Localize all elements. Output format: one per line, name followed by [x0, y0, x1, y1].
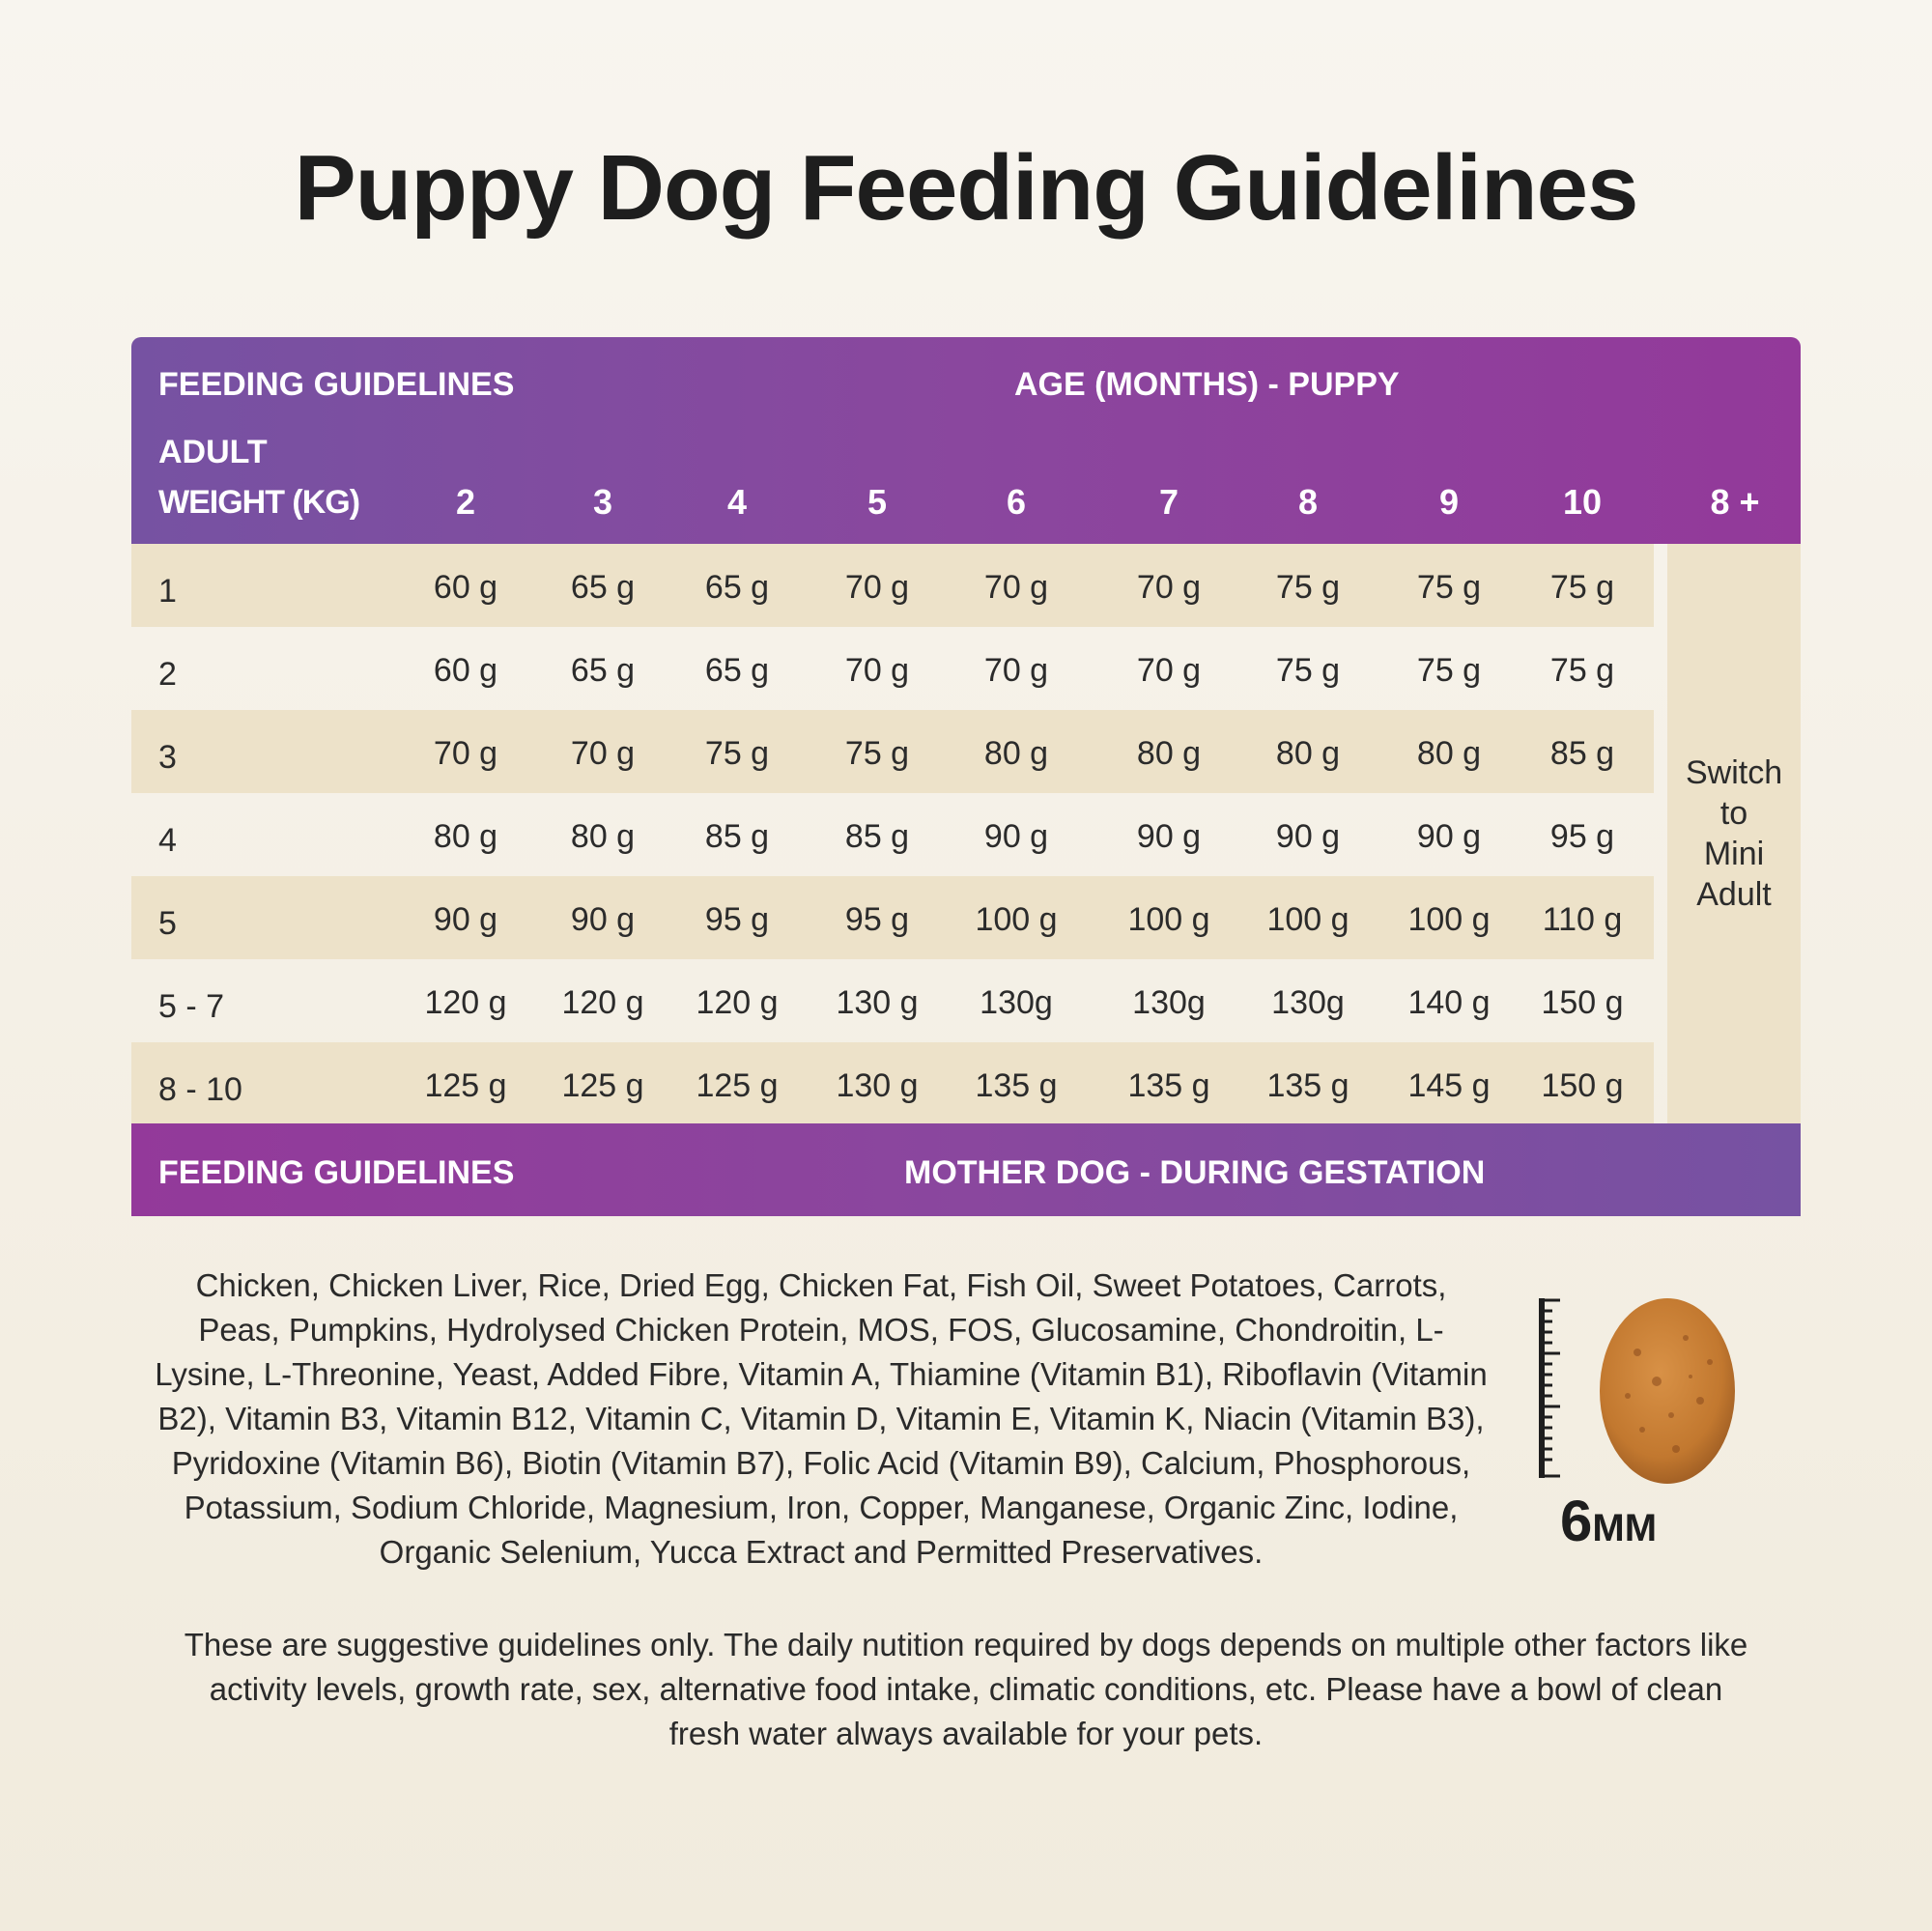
- value-cell: 75 g: [1416, 569, 1482, 606]
- footer-feeding-guidelines: FEEDING GUIDELINES: [158, 1154, 515, 1191]
- value-cell: 70 g: [570, 735, 636, 772]
- header-adult: ADULT: [158, 434, 268, 470]
- kibble-size-ruler-icon: [1531, 1294, 1753, 1488]
- value-cell: 90 g: [1275, 818, 1341, 855]
- value-cell: 150 g: [1541, 984, 1624, 1021]
- age-col-8: 8: [1297, 482, 1319, 522]
- table-row: [131, 627, 1654, 710]
- table-row: [131, 959, 1654, 1042]
- age-col-3: 3: [592, 482, 613, 522]
- value-cell: 70 g: [1136, 569, 1202, 606]
- value-cell: 75 g: [844, 735, 910, 772]
- value-cell: 65 g: [704, 569, 770, 606]
- value-cell: 95 g: [704, 901, 770, 938]
- table-row: [131, 793, 1654, 876]
- age-col-7: 7: [1158, 482, 1179, 522]
- age-col-9: 9: [1438, 482, 1460, 522]
- weight-cell: 2: [158, 656, 177, 693]
- value-cell: 120 g: [696, 984, 779, 1021]
- value-cell: 70 g: [983, 652, 1049, 689]
- value-cell: 145 g: [1407, 1067, 1491, 1104]
- table-body: [131, 544, 1801, 1123]
- value-cell: 125 g: [424, 1067, 507, 1104]
- value-cell: 100 g: [1407, 901, 1491, 938]
- value-cell: 65 g: [570, 569, 636, 606]
- ingredients-text: Chicken, Chicken Liver, Rice, Dried Egg, Chicken Fat, Fish Oil, Sweet Potatoes, Carrots, Peas, Pumpkins, Hydrolysed Chicken Protein, MOS, FOS, Glucosamine, Chondroitin, L-Lysine, L-Threonine, Yeast, Added Fibre, Vitamin A, Thiamine (Vitamin B1), Riboflavin (Vitamin B2), Vitamin B3, Vitamin B12, Vitamin C, Vitamin D, Vitamin E, Vitamin K, Niacin (Vitamin B3), Pyridoxine (Vitamin B6), Biotin (Vitamin B7), Folic Acid (Vitamin B9), Calcium, Phosphorous, Potassium, Sodium Chloride, Magnesium, Iron, Copper, Manganese, Organic Zinc, Iodine, Organic Selenium, Yucca Extract and Permitted Preservatives.: [155, 1267, 1488, 1570]
- value-cell: 85 g: [1549, 735, 1615, 772]
- value-cell: 135 g: [1127, 1067, 1210, 1104]
- age-col-10: 10: [1562, 482, 1603, 522]
- header-age-months: AGE (MONTHS) - PUPPY: [1014, 366, 1400, 403]
- value-cell: 75 g: [704, 735, 770, 772]
- age-col-6: 6: [1006, 482, 1027, 522]
- value-cell: 130g: [1132, 984, 1206, 1021]
- value-cell: 75 g: [1275, 652, 1341, 689]
- weight-cell: 5: [158, 905, 177, 942]
- kibble-size-label: [1560, 1488, 1657, 1554]
- table-row: [131, 544, 1654, 627]
- age-col-2: 2: [455, 482, 476, 522]
- value-cell: 120 g: [561, 984, 644, 1021]
- value-cell: 60 g: [433, 569, 498, 606]
- value-cell: 80 g: [1416, 735, 1482, 772]
- value-cell: 130 g: [836, 1067, 919, 1104]
- value-cell: 90 g: [1416, 818, 1482, 855]
- kibble-size-unit: MM: [1592, 1507, 1658, 1549]
- value-cell: 130 g: [836, 984, 919, 1021]
- table-header: [131, 337, 1801, 544]
- switch-note-text: Switch to Mini Adult: [1686, 754, 1783, 913]
- value-cell: 90 g: [1136, 818, 1202, 855]
- header-feeding-guidelines: FEEDING GUIDELINES: [158, 366, 515, 403]
- value-cell: 70 g: [844, 569, 910, 606]
- value-cell: 70 g: [433, 735, 498, 772]
- value-cell: 140 g: [1407, 984, 1491, 1021]
- weight-cell: 4: [158, 822, 177, 859]
- value-cell: 75 g: [1549, 652, 1615, 689]
- value-cell: 100 g: [1266, 901, 1350, 938]
- value-cell: 80 g: [1136, 735, 1202, 772]
- value-cell: 95 g: [844, 901, 910, 938]
- value-cell: 130g: [1271, 984, 1345, 1021]
- value-cell: 130g: [980, 984, 1053, 1021]
- value-cell: 95 g: [1549, 818, 1615, 855]
- value-cell: 65 g: [570, 652, 636, 689]
- table-row: [131, 710, 1654, 793]
- value-cell: 110 g: [1542, 901, 1623, 938]
- value-cell: 90 g: [433, 901, 498, 938]
- value-cell: 150 g: [1541, 1067, 1624, 1104]
- value-cell: 125 g: [561, 1067, 644, 1104]
- value-cell: 80 g: [570, 818, 636, 855]
- disclaimer-text: These are suggestive guidelines only. The daily nutition required by dogs depends on multiple other factors like activity levels, growth rate, sex, alternative food intake, climatic conditions, etc. Please have a bowl of clean fresh water always available for your pets.: [184, 1627, 1748, 1751]
- value-cell: 70 g: [844, 652, 910, 689]
- value-cell: 100 g: [1127, 901, 1210, 938]
- age-col-5: 5: [867, 482, 888, 522]
- age-col-8-plus: 8 +: [1710, 482, 1760, 522]
- value-cell: 80 g: [433, 818, 498, 855]
- value-cell: 80 g: [1275, 735, 1341, 772]
- value-cell: 65 g: [704, 652, 770, 689]
- value-cell: 70 g: [1136, 652, 1202, 689]
- value-cell: 120 g: [424, 984, 507, 1021]
- value-cell: 75 g: [1549, 569, 1615, 606]
- value-cell: 100 g: [975, 901, 1058, 938]
- value-cell: 125 g: [696, 1067, 779, 1104]
- weight-cell: 8 - 10: [158, 1071, 242, 1108]
- value-cell: 75 g: [1416, 652, 1482, 689]
- weight-cell: 5 - 7: [158, 988, 225, 1025]
- value-cell: 60 g: [433, 652, 498, 689]
- value-cell: 70 g: [983, 569, 1049, 606]
- value-cell: 135 g: [975, 1067, 1058, 1104]
- value-cell: 85 g: [844, 818, 910, 855]
- value-cell: 75 g: [1275, 569, 1341, 606]
- feeding-table: [131, 337, 1801, 1216]
- kibble-size-number: 6: [1560, 1489, 1593, 1553]
- table-footer: [131, 1123, 1801, 1216]
- age-col-4: 4: [726, 482, 748, 522]
- page-title: Puppy Dog Feeding Guidelines: [294, 136, 1638, 240]
- value-cell: 85 g: [704, 818, 770, 855]
- table-row: [131, 1042, 1654, 1125]
- weight-cell: 1: [158, 573, 177, 610]
- switch-to-mini-adult-note: [1667, 544, 1801, 1123]
- value-cell: 90 g: [570, 901, 636, 938]
- header-weight-kg: WEIGHT (KG): [158, 484, 360, 521]
- footer-mother-dog: MOTHER DOG - DURING GESTATION: [904, 1154, 1486, 1191]
- value-cell: 90 g: [983, 818, 1049, 855]
- table-row: [131, 876, 1654, 959]
- weight-cell: 3: [158, 739, 177, 776]
- value-cell: 135 g: [1266, 1067, 1350, 1104]
- value-cell: 80 g: [983, 735, 1049, 772]
